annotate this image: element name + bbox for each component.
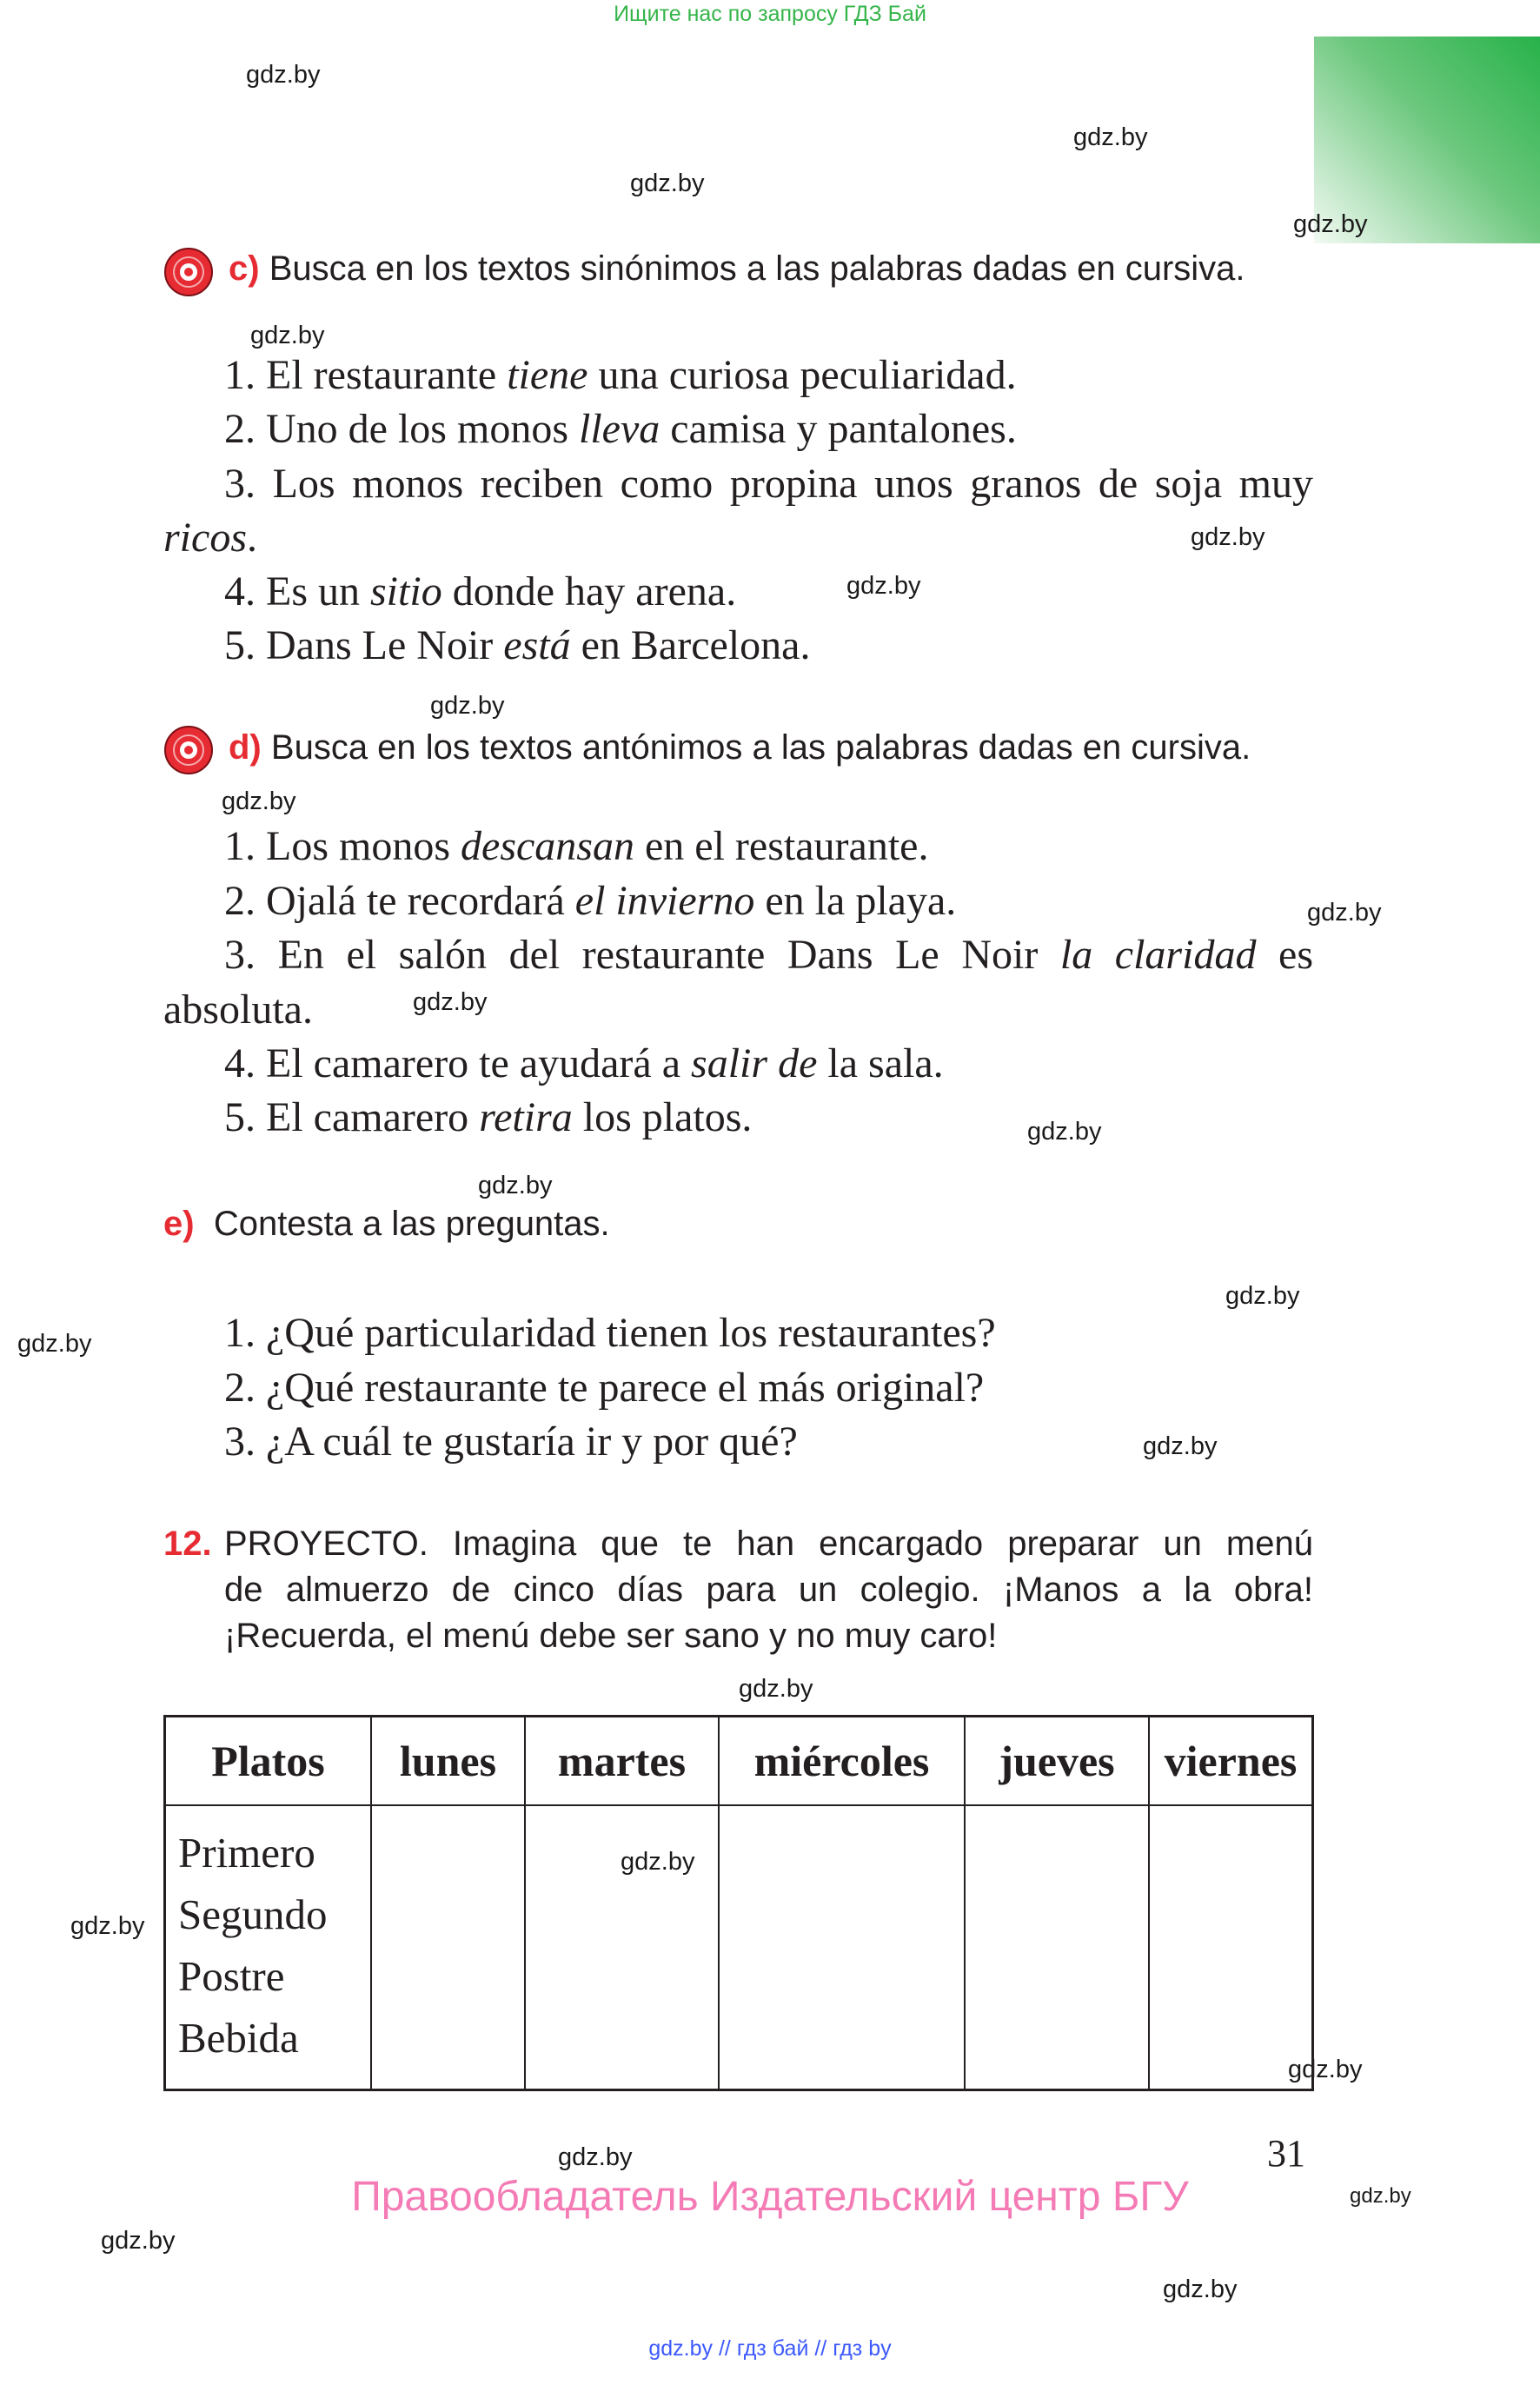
watermark: gdz.by [222,787,296,815]
top-banner: Ищите нас по запросу ГДЗ Бай [614,2,926,26]
watermark: gdz.by [621,1848,695,1876]
task-letter: e) [163,1205,195,1243]
watermark: gdz.by [430,692,505,720]
table-header-cell: martes [557,1737,687,1785]
table-header-cell: viernes [1164,1737,1298,1785]
watermark: gdz.by [1073,123,1148,151]
exercise-line: ricos. [163,515,257,561]
footer-links[interactable]: gdz.by // гдз бай // гдз by [648,2336,892,2361]
question-line: 1. ¿Qué particularidad tienen los restaurantes? [224,1310,996,1356]
table-header-cell: miércoles [753,1737,930,1785]
watermark: gdz.by [558,2143,633,2171]
task-letter: c) [229,249,260,288]
exercise-line: 1. El restaurante tiene una curiosa peculiaridad. [224,352,1017,398]
instruction-text: Busca en los textos sinónimos a las palabras dadas en cursiva. [269,249,1245,288]
instruction-text: Busca en los textos antónimos a las palabras dadas en cursiva. [270,728,1251,767]
project-line: ¡Recuerda, el menú debe ser sano y no muy caro! [224,1617,998,1655]
exercise-line: absoluta. [163,987,313,1033]
watermark: gdz.by [1163,2275,1238,2303]
exercise-line: 1. Los monos descansan en el restaurante. [224,823,929,869]
watermark: gdz.by [413,988,488,1016]
watermark: gdz.by [1307,899,1382,927]
table-header-cell: lunes [399,1737,497,1785]
watermark: gdz.by [17,1330,92,1358]
table-row-label: Bebida [178,2014,299,2062]
watermark: gdz.by [846,572,921,600]
exercise-line: 3. Los monos reciben como propina unos granos de soja muy [224,461,1313,507]
watermark: gdz.by [478,1172,553,1199]
project-line: de almuerzo de cinco días para un colegio. ¡Manos a la obra! [224,1571,1313,1609]
exercise-line: 2. Ojalá te recordará el invierno en la playa. [224,878,957,924]
watermark: gdz.by [101,2227,176,2255]
rights-holder: Правообладатель Издательский центр БГУ [351,2174,1189,2220]
question-line: 2. ¿Qué restaurante te parece el más original? [224,1365,985,1411]
exercise-line: 4. Es un sitio donde hay arena. [224,568,737,615]
cd-audio-icon [163,247,214,297]
watermark: gdz.by [70,1912,145,1940]
table-row-label: Primero [178,1829,315,1877]
watermark: gdz.by [1143,1432,1218,1460]
watermark: gdz.by [1288,2056,1363,2083]
table-header-cell: jueves [999,1737,1115,1785]
watermark: gdz.by [1027,1118,1102,1146]
page-number: 31 [1267,2132,1305,2175]
question-line: 3. ¿A cuál te gustaría ir y por qué? [224,1418,798,1465]
instruction-text: Contesta a las preguntas. [213,1205,610,1243]
task-d-instruction [229,728,1251,767]
exercise-line: 3. En el salón del restaurante Dans Le Noir la claridad es [224,932,1314,978]
task-e-instruction [163,1205,610,1244]
exercise-line: 5. Dans Le Noir está en Barcelona. [224,622,811,668]
watermark: gdz.by [246,61,321,89]
table-row-label: Segundo [178,1890,328,1938]
task-letter: d) [229,728,262,767]
watermark: gdz.by [739,1675,813,1703]
menu-table [163,1715,1314,2091]
watermark: gdz.by [1350,2184,1411,2208]
watermark: gdz.by [250,322,325,349]
table-header-divider [166,1804,1311,1806]
watermark: gdz.by [1225,1282,1300,1310]
exercise-line: 4. El camarero te ayudará a salir de la sala. [224,1040,944,1086]
watermark: gdz.by [1293,210,1368,238]
watermark: gdz.by [630,169,705,197]
watermark: gdz.by [1191,523,1265,551]
task-c-instruction [229,249,1245,289]
table-header-cell: Platos [211,1737,325,1785]
project-line: PROYECTO. Imagina que te han encargado preparar un menú [224,1525,1313,1563]
exercise-line: 2. Uno de los monos lleva camisa y pantalones. [224,406,1017,452]
cd-audio-icon [163,725,214,775]
table-row-label: Postre [178,1952,285,2000]
exercise-line: 5. El camarero retira los platos. [224,1094,753,1140]
project-number: 12. [163,1525,212,1563]
